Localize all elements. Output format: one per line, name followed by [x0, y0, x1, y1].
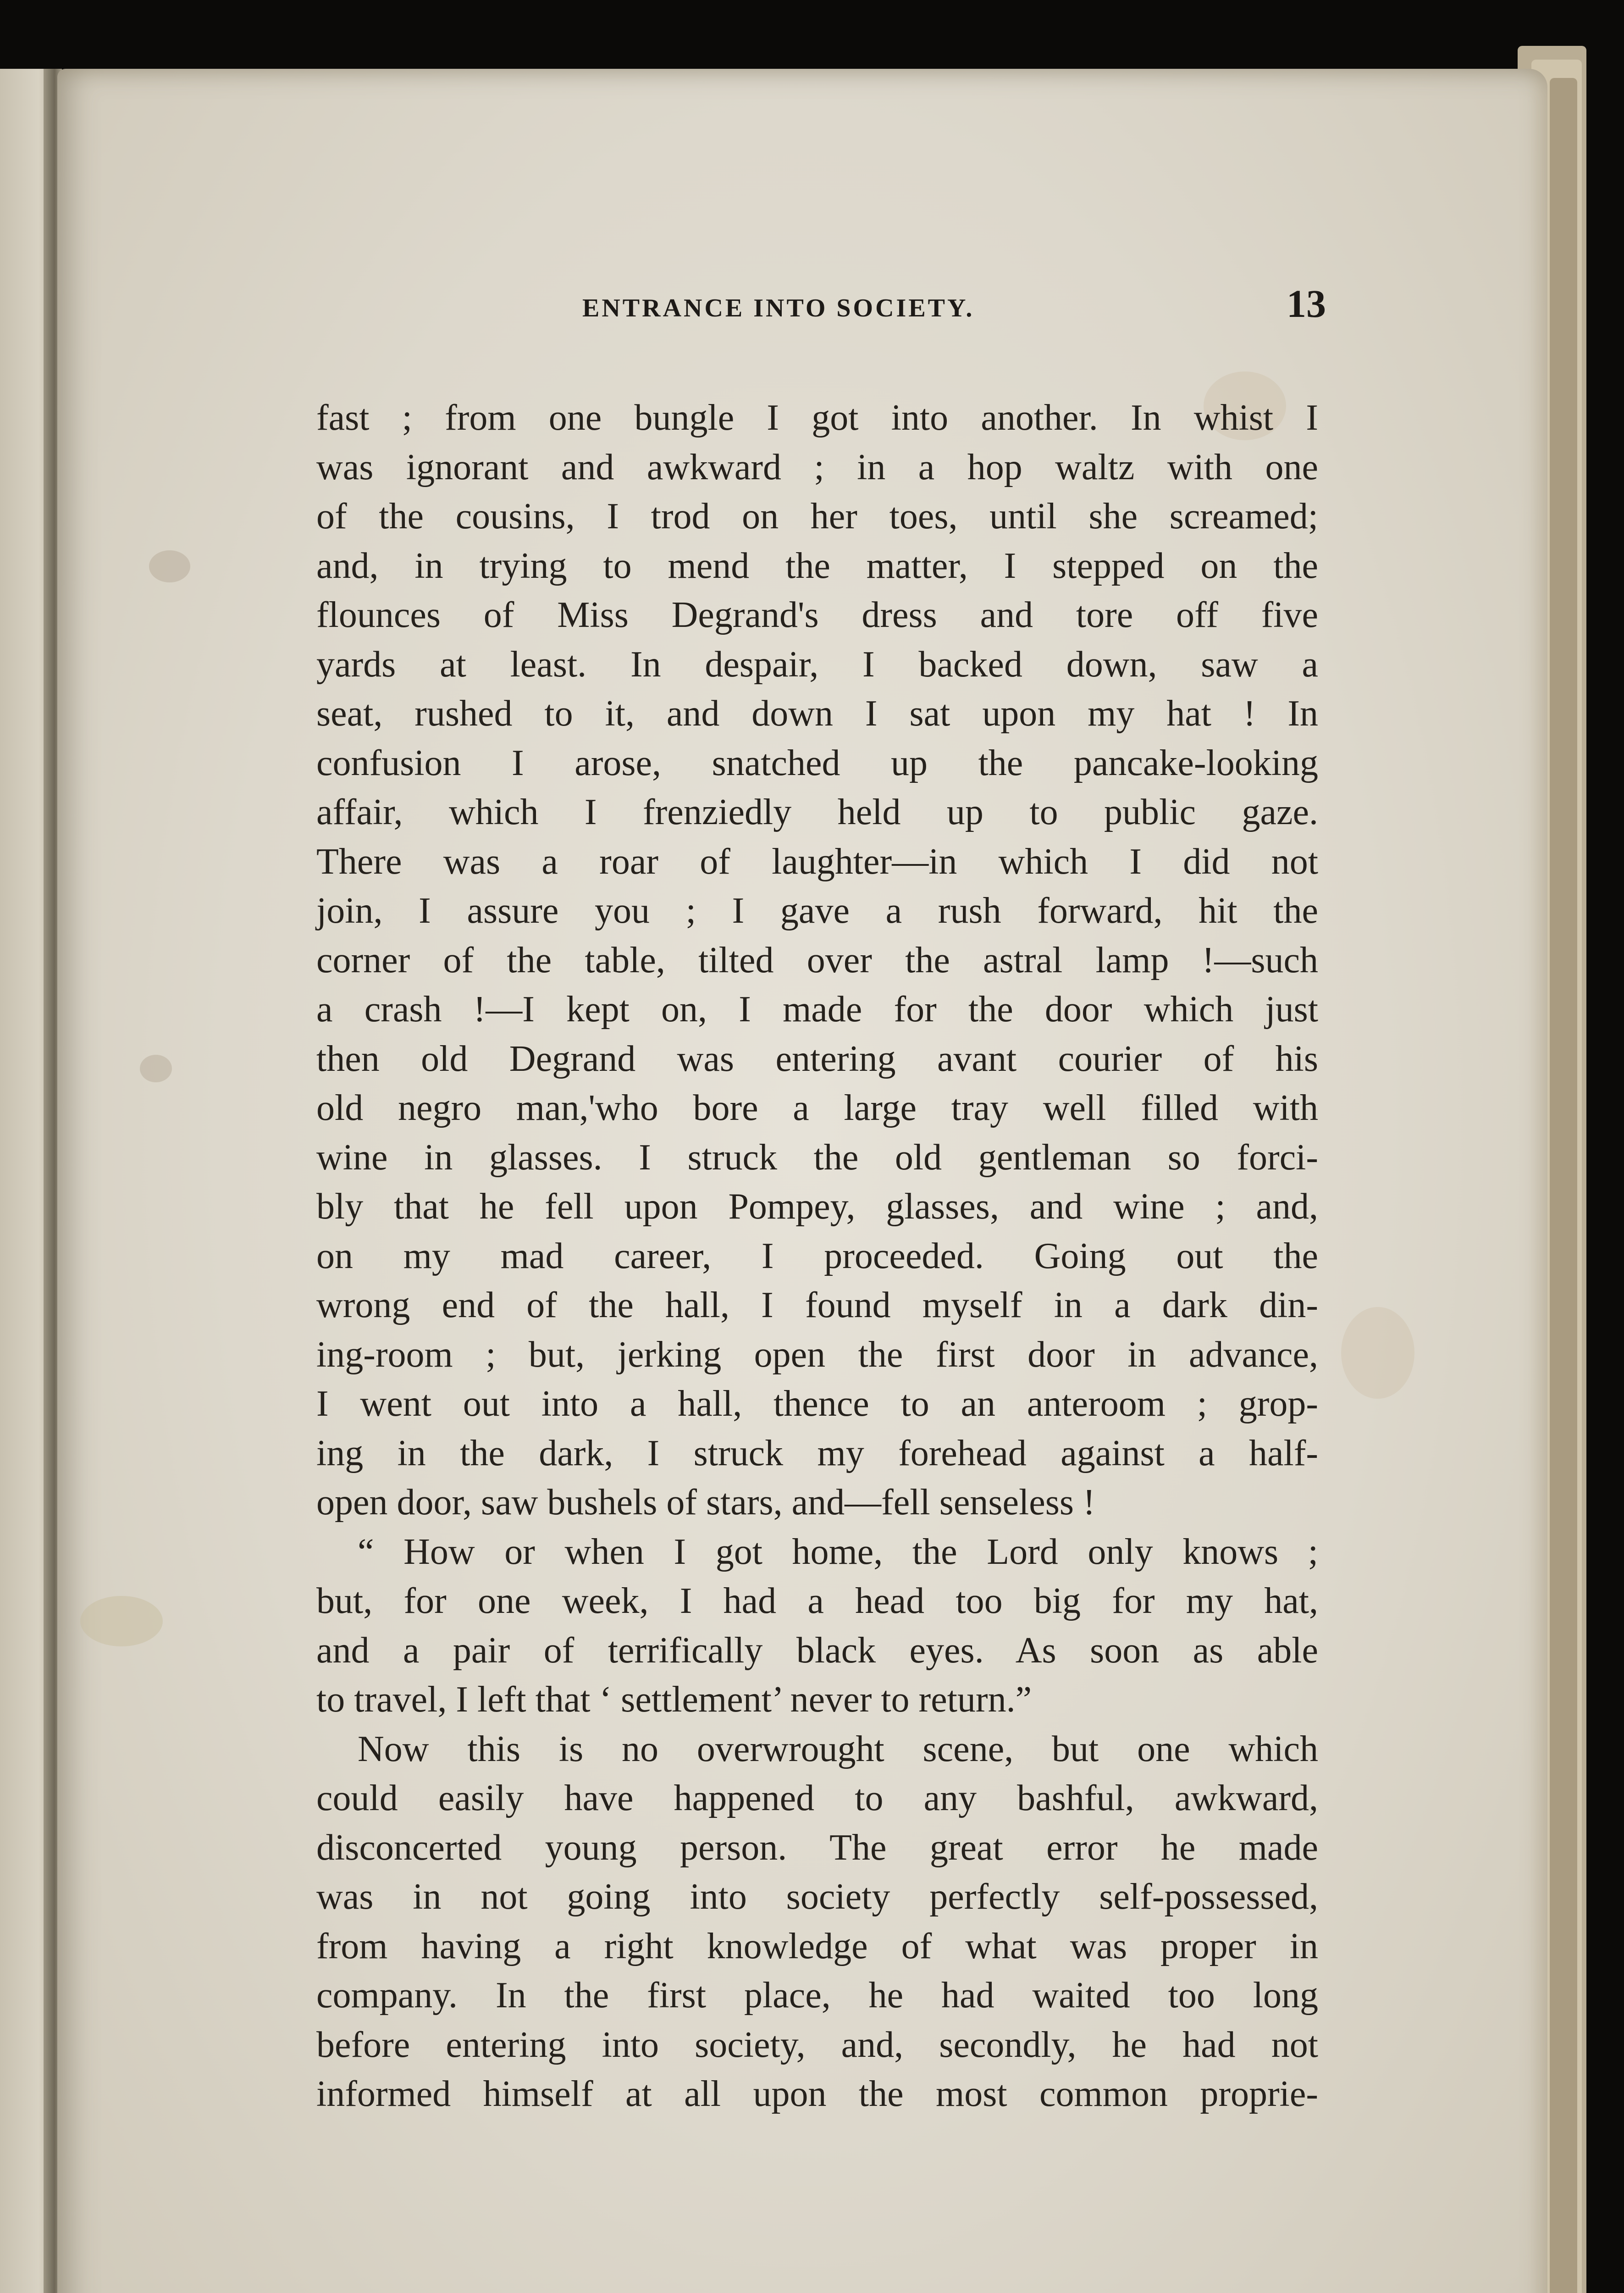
- text-line: before entering into society, and, secondly, he had not: [316, 2024, 1318, 2065]
- paper-stain: [140, 1055, 172, 1082]
- text-line: seat, rushed to it, and down I sat upon my hat ! In: [316, 693, 1318, 734]
- running-head: ENTRANCE INTO SOCIETY.: [582, 294, 975, 322]
- text-line: join, I assure you ; I gave a rush forward, hit the: [316, 891, 1318, 931]
- page-edge: [1550, 78, 1577, 2293]
- text-line: could easily have happened to any bashful, awkward,: [316, 1778, 1318, 1818]
- text-line: open door, saw bushels of stars, and—fell senseless !: [316, 1482, 1095, 1523]
- text-line: on my mad career, I proceeded. Going out the: [316, 1235, 1318, 1276]
- text-line: flounces of Miss Degrand's dress and tore off five: [316, 595, 1318, 635]
- text-line: then old Degrand was entering avant courier of his: [316, 1038, 1318, 1079]
- text-line: of the cousins, I trod on her toes, until she screamed;: [316, 496, 1318, 537]
- text-line: wrong end of the hall, I found myself in a dark din-: [316, 1285, 1318, 1325]
- text-line: affair, which I frenziedly held up to public gaze.: [316, 792, 1318, 832]
- text-line: “ How or when I got home, the Lord only knows ;: [358, 1531, 1318, 1572]
- text-line: confusion I arose, snatched up the pancake-looking: [316, 742, 1318, 783]
- paper-stain: [1341, 1307, 1414, 1399]
- paper-stain: [149, 550, 190, 582]
- text-line: fast ; from one bungle I got into another. In whist I: [316, 398, 1318, 438]
- text-line: but, for one week, I had a head too big for my hat,: [316, 1581, 1318, 1621]
- text-line: and a pair of terrifically black eyes. As soon as able: [316, 1630, 1318, 1671]
- text-line: Now this is no overwrought scene, but one which: [358, 1728, 1318, 1769]
- text-line: from having a right knowledge of what was proper in: [316, 1926, 1318, 1966]
- text-line: was ignorant and awkward ; in a hop waltz with one: [316, 447, 1318, 487]
- text-line: disconcerted young person. The great error he made: [316, 1827, 1318, 1868]
- text-line: ing-room ; but, jerking open the first door in advance,: [316, 1334, 1318, 1375]
- text-line: company. In the first place, he had waited too long: [316, 1975, 1318, 2016]
- paper-tear: [80, 1596, 163, 1646]
- text-line: to travel, I left that ‘ settlement’ never to return.”: [316, 1679, 1032, 1720]
- text-line: was in not going into society perfectly self-possessed,: [316, 1877, 1318, 1917]
- text-line: There was a roar of laughter—in which I did not: [316, 841, 1318, 882]
- text-line: I went out into a hall, thence to an anteroom ; grop-: [316, 1384, 1318, 1424]
- page-number: 13: [1287, 282, 1326, 326]
- text-line: and, in trying to mend the matter, I stepped on the: [316, 545, 1318, 586]
- text-line: bly that he fell upon Pompey, glasses, and wine ; and,: [316, 1186, 1318, 1227]
- body-text: [316, 393, 1318, 2119]
- text-line: ing in the dark, I struck my forehead against a half-: [316, 1433, 1318, 1473]
- text-line: wine in glasses. I struck the old gentleman so forci-: [316, 1137, 1318, 1178]
- text-line: old negro man,'who bore a large tray well filled with: [316, 1088, 1318, 1128]
- text-line: corner of the table, tilted over the astral lamp !—such: [316, 940, 1318, 980]
- text-line: a crash !—I kept on, I made for the door which just: [316, 989, 1318, 1030]
- text-line: informed himself at all upon the most common proprie-: [316, 2074, 1318, 2114]
- text-line: yards at least. In despair, I backed down, saw a: [316, 644, 1318, 685]
